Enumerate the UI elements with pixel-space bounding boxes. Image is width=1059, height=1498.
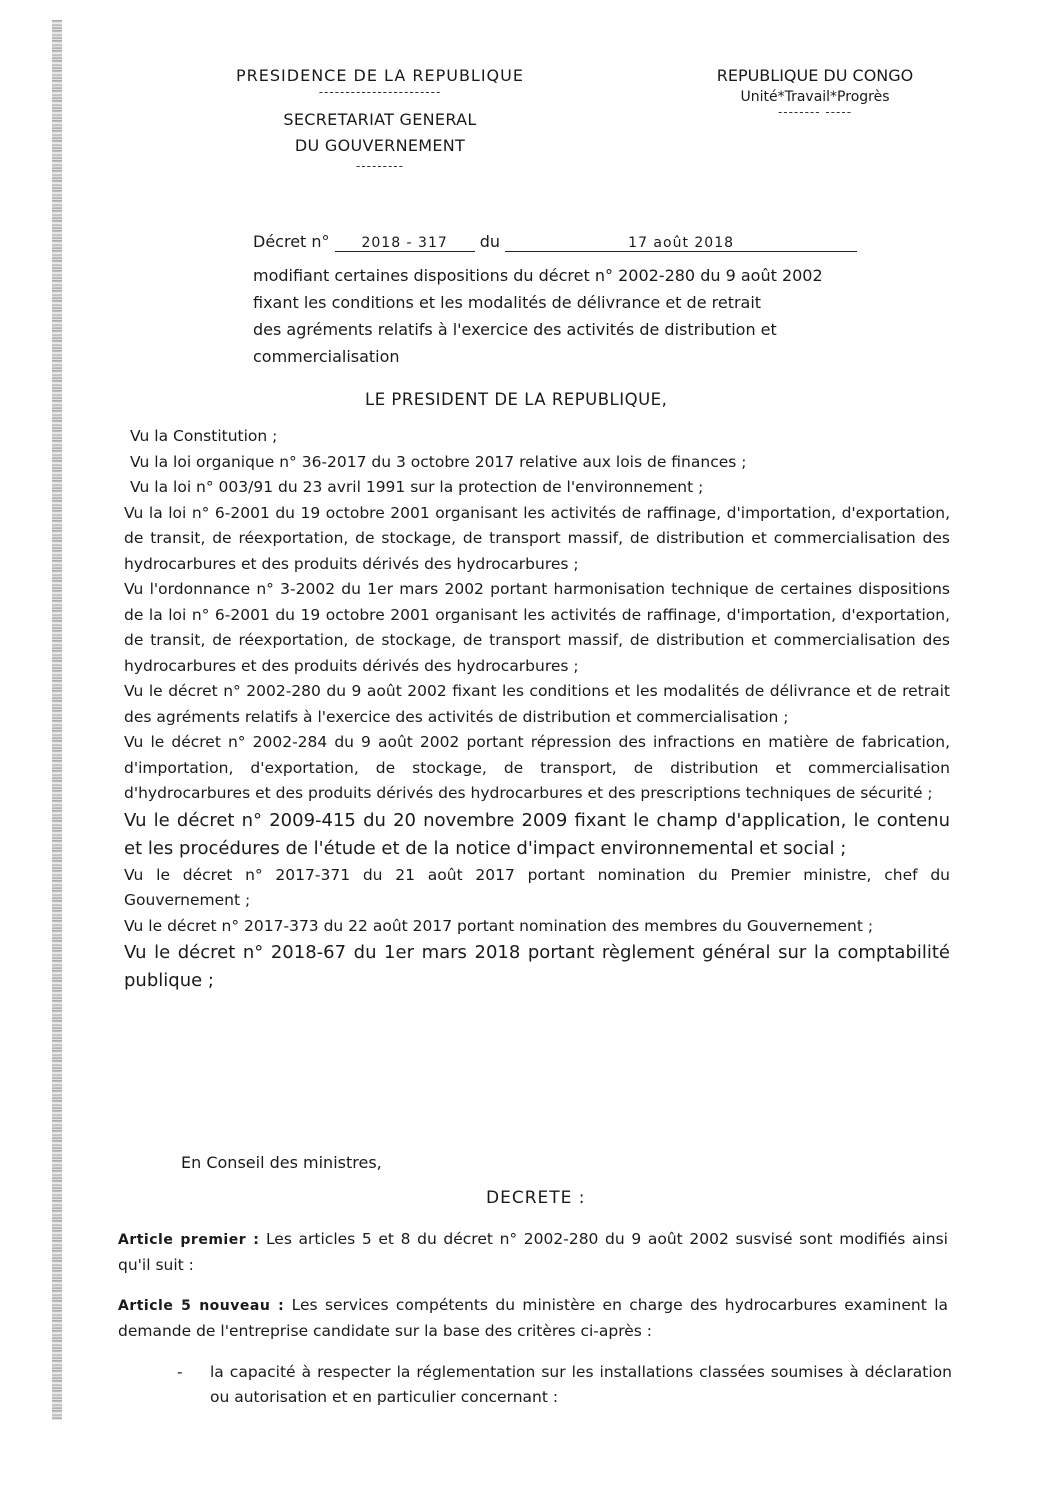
- article-label: Article 5 nouveau :: [118, 1298, 285, 1314]
- subject-line: commercialisation: [253, 347, 400, 366]
- visa-item: Vu le décret n° 2017-373 du 22 août 2017 portant nomination des membres du Gouvernement ;: [124, 916, 874, 935]
- visa-item: Vu l'ordonnance n° 3-2002 du 1er mars 2002 portant harmonisation technique de certaines dispositions de la loi n° 6-2001 du 19 octobre 2001 organisant les activités de raffinage, d'importation, d'exportation, de transit, de réexportation, de stockage, de transport massif, de distribution et commercialisation des hydrocarbures et des produits dérivés des hydrocarbures ;: [124, 580, 950, 675]
- article-premier: [118, 1227, 948, 1278]
- decret-subject: [253, 262, 913, 370]
- visa-item: Vu la loi n° 6-2001 du 19 octobre 2001 organisant les activités de raffinage, d'importation, d'exportation, de transit, de réexportation, de stockage, de transport massif, de distribution et commercialisation des hydrocarbures et des produits dérivés des hydrocarbures ;: [124, 503, 950, 573]
- criteria-list: [177, 1360, 952, 1410]
- article-label: Article premier :: [118, 1232, 260, 1248]
- decret-date: 17 août 2018: [505, 235, 857, 252]
- header-separator: -----------------------: [318, 85, 442, 99]
- visa-item: Vu le décret n° 2017-371 du 21 août 2017 portant nomination du Premier ministre, chef du Gouvernement ;: [124, 865, 950, 909]
- decrete-heading: DECRETE :: [486, 1188, 586, 1208]
- article-text: Les services compétents du ministère en charge des hydrocarbures examinent la demande de l'entreprise candidate sur la base des critères ci-après :: [118, 1296, 948, 1340]
- visa-item: Vu la loi n° 003/91 du 23 avril 1991 sur la protection de l'environnement ;: [130, 478, 704, 496]
- national-motto: Unité*Travail*Progrès: [740, 89, 890, 105]
- list-dash: -: [177, 1363, 183, 1381]
- subject-line: fixant les conditions et les modalités de délivrance et de retrait: [253, 293, 762, 312]
- decret-number: 2018 - 317: [335, 235, 475, 252]
- article-text: Les articles 5 et 8 du décret n° 2002-280 du 9 août 2002 susvisé sont modifiés ainsi qu'il suit :: [118, 1230, 948, 1274]
- visa-item: Vu le décret n° 2009-415 du 20 novembre 2009 fixant le champ d'application, le contenu et les procédures de l'étude et de la notice d'impact environnemental et social ;: [124, 809, 950, 859]
- conseil-line: En Conseil des ministres,: [181, 1153, 382, 1172]
- visa-item: Vu le décret n° 2002-284 du 9 août 2002 portant répression des infractions en matière de fabrication, d'importation, d'exportation, de stockage, de transport, de distribution et commercialisation d'hydrocarbures et des produits dérivés des hydrocarbures et des prescriptions techniques de sécurité ;: [124, 733, 950, 802]
- president-heading: LE PRESIDENT DE LA REPUBLIQUE,: [365, 390, 668, 409]
- header-separator-2: ---------: [356, 159, 404, 173]
- subject-line: modifiant certaines dispositions du décret n° 2002-280 du 9 août 2002: [253, 266, 823, 285]
- header-right: [665, 66, 965, 119]
- secretariat-line2: DU GOUVERNEMENT: [294, 136, 466, 155]
- country-name: REPUBLIQUE DU CONGO: [716, 66, 914, 85]
- visa-item: Vu le décret n° 2002-280 du 9 août 2002 fixant les conditions et les modalités de délivrance et de retrait des agréments relatifs à l'exercice des activités de distribution et commercialisation ;: [124, 682, 950, 726]
- subject-line: des agréments relatifs à l'exercice des activités de distribution et: [253, 320, 777, 339]
- visa-item: Vu la loi organique n° 36-2017 du 3 octobre 2017 relative aux lois de finances ;: [130, 452, 747, 471]
- decret-heading: [253, 232, 857, 252]
- article-5-nouveau: [118, 1293, 948, 1344]
- issuer-presidence: PRESIDENCE DE LA REPUBLIQUE: [236, 66, 524, 85]
- header-left: [190, 66, 570, 173]
- visas-list: [124, 424, 950, 995]
- list-item: la capacité à respecter la réglementation sur les installations classées soumises à déclaration ou autorisation et en particulier concernant :: [210, 1363, 952, 1406]
- decret-label: Décret n°: [253, 232, 330, 251]
- decret-du: du: [479, 232, 501, 251]
- issuer-secretariat: [190, 107, 570, 159]
- secretariat-line1: SECRETARIAT GENERAL: [283, 110, 477, 129]
- motto-separator: -------- -----: [777, 105, 853, 119]
- scan-margin-artifact: [52, 20, 62, 1420]
- visa-item: Vu le décret n° 2018-67 du 1er mars 2018 portant règlement général sur la comptabilité publique ;: [124, 942, 950, 991]
- visa-item: Vu la Constitution ;: [130, 427, 278, 445]
